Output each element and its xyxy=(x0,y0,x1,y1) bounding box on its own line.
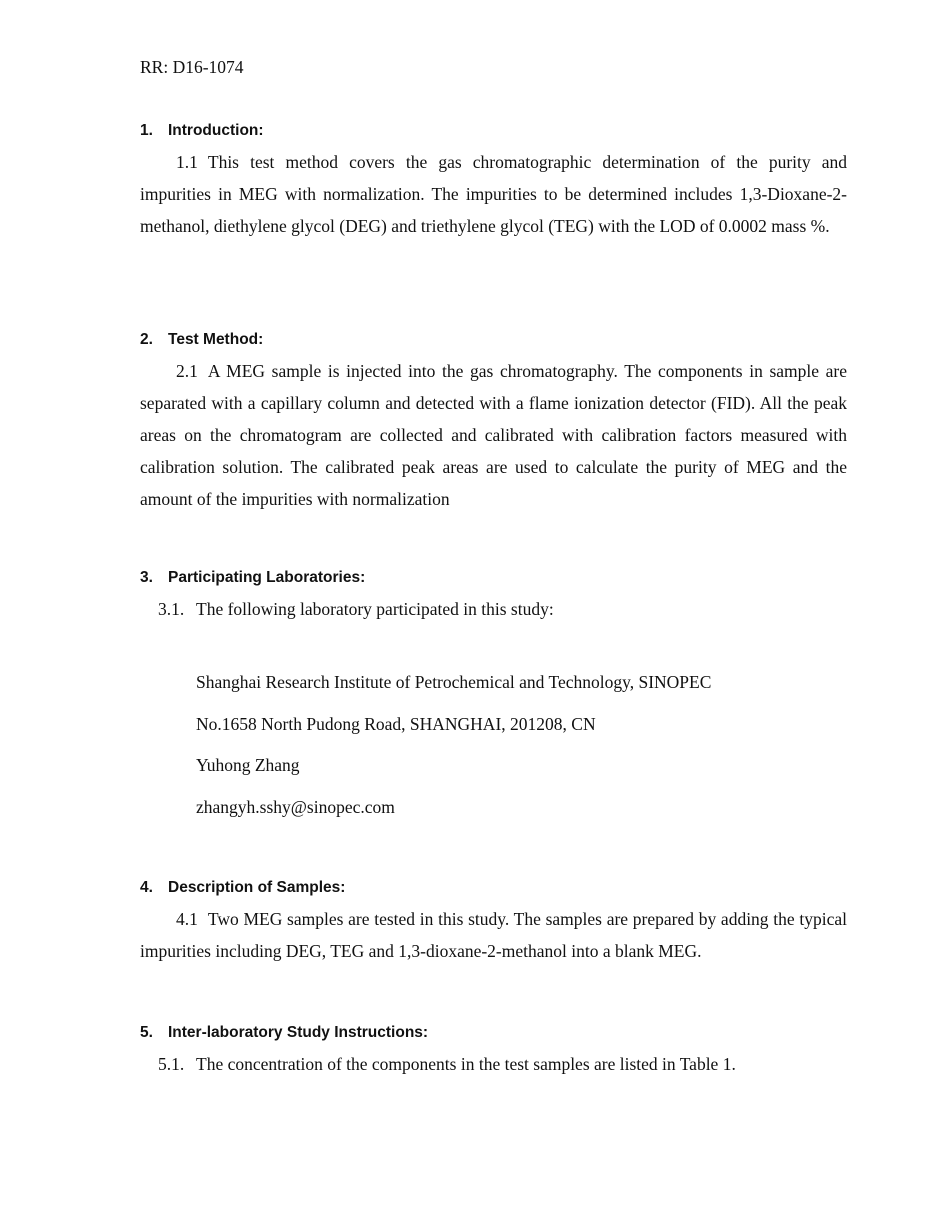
section-heading-introduction xyxy=(140,122,264,140)
section-number: 1. xyxy=(140,122,153,139)
paragraph-text: Two MEG samples are tested in this study. The samples are prepared by adding the typical impurities including DEG, TEG and 1,3-dioxane-2-methanol into a blank MEG. xyxy=(140,909,847,961)
paragraph-number: 4.1 xyxy=(176,909,198,929)
section-number: 3. xyxy=(140,569,153,586)
section-title: Introduction: xyxy=(168,122,264,139)
section-title: Test Method: xyxy=(168,331,264,348)
paragraph-introduction xyxy=(140,146,847,242)
lab-name: Shanghai Research Institute of Petrochemical and Technology, SINOPEC xyxy=(196,672,712,692)
paragraph-number: 5.1. xyxy=(158,1054,185,1074)
section-title: Description of Samples: xyxy=(168,879,346,896)
paragraph-text: A MEG sample is injected into the gas chromatography. The components in sample are separated with a capillary column and detected with a flame ionization detector (FID). All the peak areas on the chromatogram are collected and calibrated with calibration factors measured with calibration solution. The calibrated peak areas are used to calculate the purity of MEG and the amount of the impurities with normalization xyxy=(140,361,847,509)
section-heading-test-method xyxy=(140,331,263,349)
paragraph-participating-labs xyxy=(158,599,554,620)
paragraph-test-method xyxy=(140,355,847,515)
paragraph-number: 2.1 xyxy=(176,361,198,381)
paragraph-instructions xyxy=(158,1054,736,1075)
section-heading-participating-labs xyxy=(140,569,365,587)
section-title: Inter-laboratory Study Instructions: xyxy=(168,1024,429,1041)
paragraph-number: 1.1 xyxy=(176,152,198,172)
section-number: 4. xyxy=(140,879,153,896)
lab-contact: Yuhong Zhang xyxy=(196,755,300,775)
section-heading-instructions xyxy=(140,1024,428,1042)
section-heading-samples xyxy=(140,879,345,897)
paragraph-samples xyxy=(140,903,847,967)
section-number: 5. xyxy=(140,1024,153,1041)
paragraph-text: The following laboratory participated in this study: xyxy=(196,599,554,619)
paragraph-text: The concentration of the components in the test samples are listed in Table 1. xyxy=(196,1054,736,1074)
document-id: RR: D16-1074 xyxy=(140,57,244,77)
lab-address: No.1658 North Pudong Road, SHANGHAI, 201208, CN xyxy=(196,714,596,734)
section-title: Participating Laboratories: xyxy=(168,569,366,586)
paragraph-number: 3.1. xyxy=(158,599,185,619)
section-number: 2. xyxy=(140,331,153,348)
lab-email: zhangyh.sshy@sinopec.com xyxy=(196,797,395,817)
paragraph-text: This test method covers the gas chromatographic determination of the purity and impurities in MEG with normalization. The impurities to be determined includes 1,3-Dioxane-2-methanol, diethylene glycol (DEG) and triethylene glycol (TEG) with the LOD of 0.0002 mass %. xyxy=(140,152,847,236)
